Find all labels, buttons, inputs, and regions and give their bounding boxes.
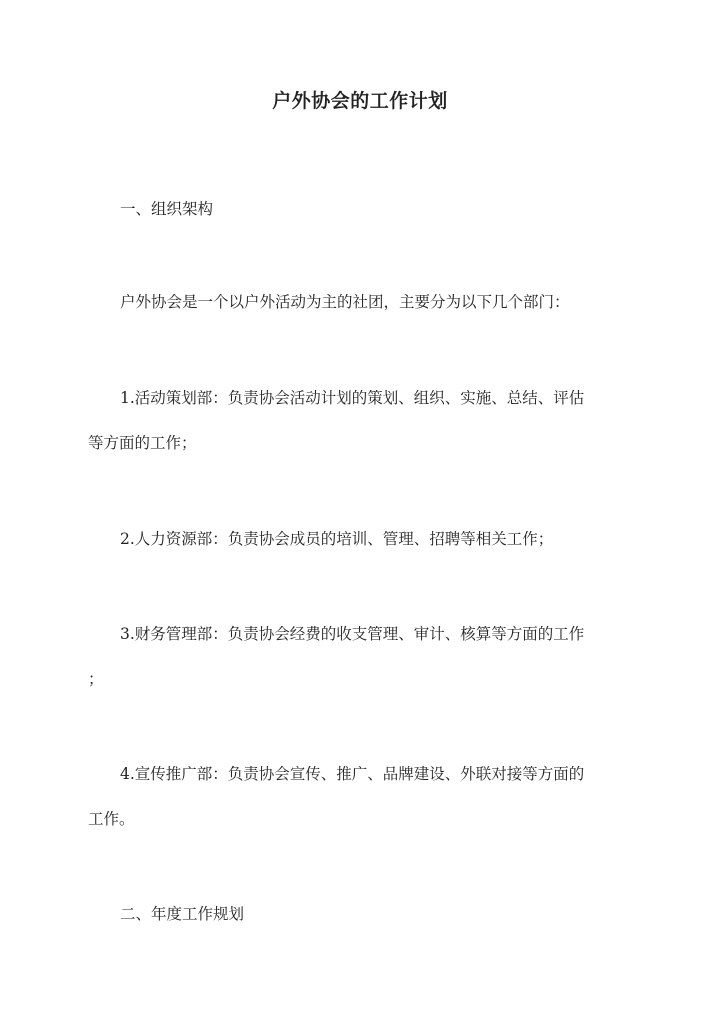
section-heading-annual-plan: 二、年度工作规划 bbox=[120, 905, 245, 923]
department-item-3-line-2: ； bbox=[88, 670, 104, 688]
section-heading-organization: 一、组织架构 bbox=[120, 200, 214, 218]
intro-paragraph: 户外协会是一个以户外活动为主的社团，主要分为以下几个部门： bbox=[120, 293, 570, 311]
department-item-2: 2.人力资源部：负责协会成员的培训、管理、招聘等相关工作； bbox=[120, 530, 554, 548]
department-item-3-line-1: 3.财务管理部：负责协会经费的收支管理、审计、核算等方面的工作 bbox=[120, 625, 585, 643]
department-item-4-line-1: 4.宣传推广部：负责协会宣传、推广、品牌建设、外联对接等方面的 bbox=[120, 765, 585, 783]
department-item-1-line-2: 等方面的工作； bbox=[88, 434, 197, 452]
department-item-4-line-2: 工作。 bbox=[88, 810, 135, 828]
document-title: 户外协会的工作计划 bbox=[272, 90, 448, 112]
department-item-1-line-1: 1.活动策划部：负责协会活动计划的策划、组织、实施、总结、评估 bbox=[120, 389, 585, 407]
